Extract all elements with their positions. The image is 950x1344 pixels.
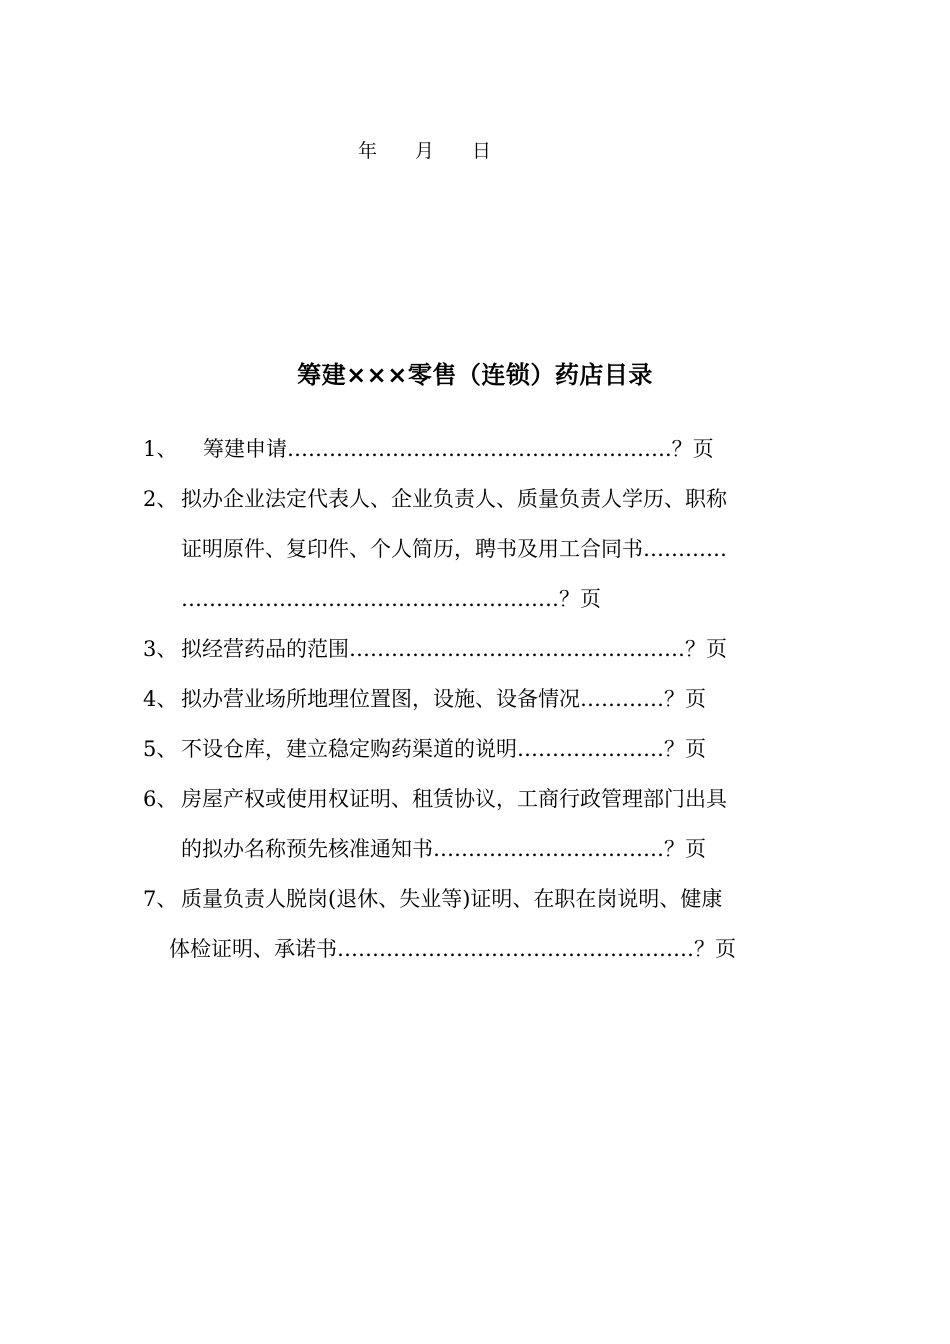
toc-item-text: ………………………………………………？页 bbox=[181, 587, 601, 611]
toc-item-7 bbox=[143, 884, 722, 914]
day-label: 日 bbox=[472, 140, 492, 162]
toc-item-1 bbox=[143, 434, 714, 464]
toc-item-4 bbox=[143, 684, 706, 714]
toc-item-2 bbox=[143, 484, 727, 514]
toc-item-7-line-2 bbox=[169, 934, 736, 964]
toc-title: 筹建×××零售（连锁）药店目录 bbox=[297, 361, 653, 389]
toc-item-number: 5、 bbox=[143, 737, 178, 761]
toc-item-2-line-3 bbox=[181, 584, 601, 614]
toc-item-text: 质量负责人脱岗(退休、失业等)证明、在职在岗说明、健康 bbox=[181, 887, 723, 911]
date-line bbox=[358, 138, 491, 164]
toc-item-6-line-2 bbox=[181, 834, 706, 864]
month-label: 月 bbox=[415, 140, 435, 162]
toc-item-text: 房屋产权或使用权证明、租赁协议，工商行政管理部门出具 bbox=[181, 787, 727, 811]
toc-item-text: 拟办企业法定代表人、企业负责人、质量负责人学历、职称 bbox=[181, 487, 727, 511]
toc-item-2-line-2 bbox=[181, 534, 727, 564]
toc-item-text: 拟办营业场所地理位置图，设施、设备情况…………？页 bbox=[181, 687, 706, 711]
toc-item-text: 筹建申请……………………………………………….？页 bbox=[203, 437, 714, 461]
toc-item-number: 4、 bbox=[143, 687, 178, 711]
toc-item-text: 证明原件、复印件、个人简历，聘书及用工合同书………… bbox=[181, 537, 727, 561]
toc-item-6 bbox=[143, 784, 727, 814]
toc-item-number: 2、 bbox=[143, 487, 178, 511]
toc-item-text: 不设仓库，建立稳定购药渠道的说明…………………？页 bbox=[181, 737, 706, 761]
toc-item-number: 1、 bbox=[143, 437, 178, 461]
toc-item-3 bbox=[143, 634, 727, 664]
toc-item-number: 6、 bbox=[143, 787, 178, 811]
toc-item-text: 体检证明、承诺书……………………………………………？页 bbox=[169, 937, 736, 961]
year-label: 年 bbox=[358, 140, 378, 162]
toc-item-number: 7、 bbox=[143, 887, 178, 911]
toc-item-number: 3、 bbox=[143, 637, 178, 661]
toc-item-text: 的拟办名称预先核准通知书……………………………？页 bbox=[181, 837, 706, 861]
toc-item-text: 拟经营药品的范围…………………………………………？页 bbox=[181, 637, 727, 661]
toc-item-5 bbox=[143, 734, 706, 764]
